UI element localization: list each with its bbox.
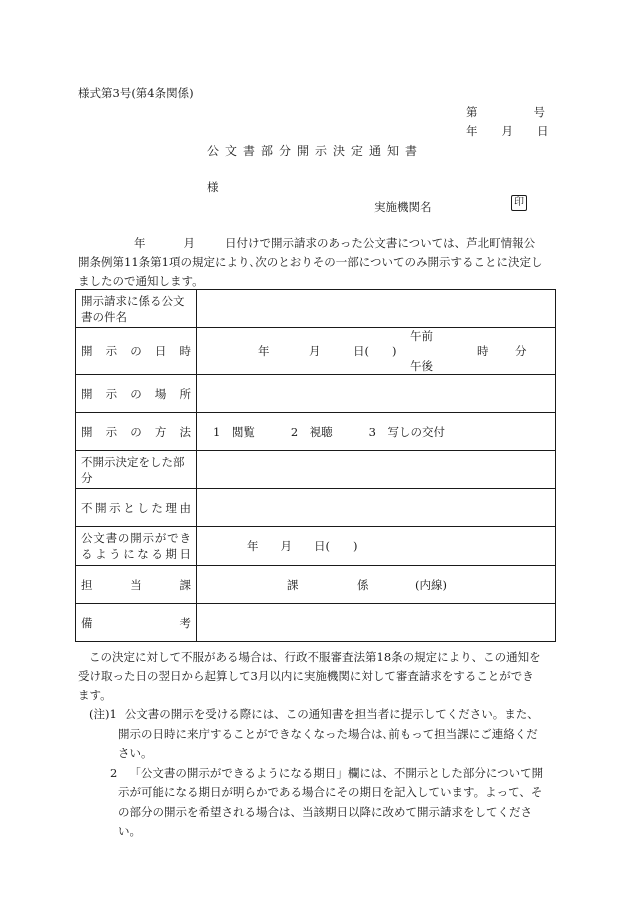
available-month: 月 [280, 539, 292, 553]
row-label-department: 担当課 [76, 566, 197, 604]
number-suffix: 号 [533, 105, 545, 119]
note-1-line-2: 開示の日時に来庁することができなくなった場合は､前もって担当課にご連絡くだ [118, 726, 538, 741]
seal-mark: 印 [511, 195, 527, 211]
row-label-remarks: 備考 [76, 604, 197, 642]
row-label-nondisclosed-part: 不開示決定をした部分 [76, 451, 197, 489]
datetime-pm: 午後 [410, 359, 433, 373]
note-2-number: 2 [110, 765, 118, 780]
datetime-minute: 分 [515, 344, 527, 358]
notes-section [78, 705, 554, 842]
department-value-cell [197, 566, 556, 604]
contact-unit: 係 [357, 578, 369, 592]
row-label-reason: 不開示とした理由 [76, 489, 197, 527]
datetime-value-cell [197, 328, 556, 375]
note-1-line-3: さい。 [118, 746, 153, 760]
table-row [76, 566, 556, 604]
row-label-method: 開示の方法 [76, 413, 197, 451]
document-date-line [466, 123, 549, 139]
number-prefix: 第 [466, 105, 478, 119]
appeal-paragraph [78, 648, 552, 705]
table-row [76, 375, 556, 413]
note-2-line-1: 2 「公文書の開示ができるようになる期日」欄には、不開示とした部分について開 [110, 765, 544, 780]
datetime-year: 年 [258, 344, 270, 358]
notes-label: (注)1 [89, 707, 117, 721]
datetime-month: 月 [309, 344, 321, 358]
table-row [76, 527, 556, 566]
date-day: 日 [537, 124, 549, 138]
note-1-line-1: (注)1 公文書の開示を受ける際には、この通知書を担当者に提示してください。また、 [89, 707, 539, 721]
intro-line-3: ましたので通知します。 [78, 274, 204, 288]
row-label-datetime: 開示の日時 [76, 328, 197, 375]
method-option-copy: 3 写しの交付 [368, 424, 445, 439]
method-option-view: 1 閲覧 [213, 424, 255, 439]
nondisclosed-part-value-cell [197, 451, 556, 489]
contact-section: 課 [287, 578, 299, 592]
available-day: 日( ) [314, 539, 358, 553]
table-row [76, 290, 556, 328]
intro-paragraph [78, 234, 552, 291]
agency-name-label: 実施機関名 [374, 200, 432, 214]
intro-line-1 [78, 234, 552, 253]
row-label-place: 開示の場所 [76, 375, 197, 413]
row-label-subject: 開示請求に係る公文書の件名 [76, 290, 197, 328]
datetime-am: 午前 [410, 329, 433, 343]
form-number-label: 様式第3号(第4条関係) [78, 86, 194, 100]
intro-year: 年 [134, 236, 146, 250]
appeal-line-3: ます。 [78, 688, 112, 702]
date-month: 月 [501, 124, 513, 138]
intro-month: 月 [183, 236, 195, 250]
method-value-cell [197, 413, 556, 451]
datetime-day: 日( ) [353, 344, 397, 358]
intro-line-2: 開条例第11条第1項の規定により､次のとおりその一部についてのみ開示することに決定し [78, 255, 543, 269]
reason-value-cell [197, 489, 556, 527]
table-row [76, 451, 556, 489]
datetime-hour: 時 [477, 344, 489, 358]
table-row [76, 489, 556, 527]
date-year: 年 [466, 124, 478, 138]
appeal-line-1: この決定に対して不服がある場合は、行政不服審査法第18条の規定により、この通知を [89, 650, 541, 664]
subject-value-cell [197, 290, 556, 328]
note-2-line-2: 示が可能になる期日が明らかである場合にその期日を記入しています。よって、そ [118, 785, 543, 799]
row-label-available-date: 公文書の開示ができるようになる期日 [76, 527, 197, 566]
disclosure-details-table [75, 289, 556, 642]
page-title: 公文書部分開示決定通知書 [206, 144, 423, 158]
note-2-line-4: い。 [118, 824, 141, 838]
remarks-value-cell [197, 604, 556, 642]
table-row [76, 413, 556, 451]
place-value-cell [197, 375, 556, 413]
addressee-suffix: 様 [207, 180, 219, 194]
contact-extension: (内線) [415, 578, 447, 592]
document-number-line [466, 104, 545, 120]
available-year: 年 [247, 539, 259, 553]
note-2-line-3: の部分の開示を希望される場合は、当該期日以降に改めて開示請求をしてくださ [118, 804, 532, 819]
appeal-line-2: 受け取った日の翌日から起算して3月以内に実施機関に対して審査請求をすることができ [78, 669, 534, 683]
available-date-value-cell [197, 527, 556, 566]
method-option-audio: 2 視聴 [290, 424, 333, 439]
intro-text: 日付けで開示請求のあった公文書については、芦北町情報公 [225, 236, 536, 250]
table-row [76, 604, 556, 642]
table-row [76, 328, 556, 375]
